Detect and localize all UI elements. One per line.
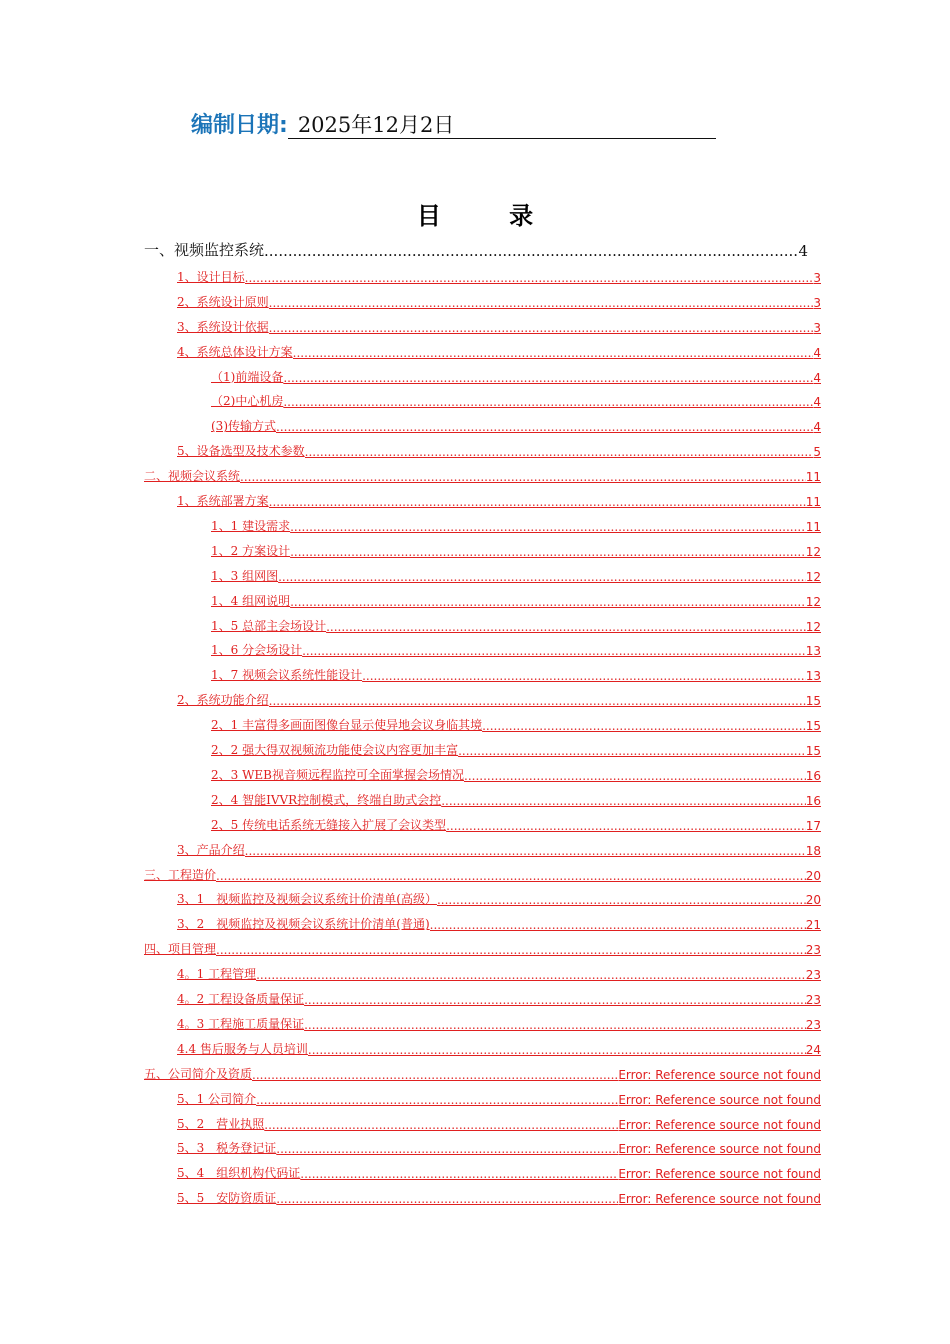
toc-entry-page: 3: [813, 295, 821, 310]
toc-dot-leader: [302, 644, 806, 658]
toc-dot-leader: [305, 445, 814, 459]
toc-entry-title: 5、1 公司简介: [177, 1091, 257, 1106]
toc-dot-leader: [300, 1167, 618, 1181]
toc-entry-title: 2、系统功能介绍: [177, 693, 269, 708]
toc-entry-page: 3: [813, 320, 821, 335]
toc-entry-title: 5、3 税务登记证: [177, 1141, 277, 1156]
toc-entry-title: 1、6 分会场设计: [211, 643, 303, 658]
toc-entry[interactable]: [211, 614, 821, 634]
toc-title: 目 录: [416, 202, 564, 230]
toc-entry[interactable]: [211, 414, 821, 434]
toc-entry-page: 13: [805, 669, 821, 684]
toc-entry-page: 15: [805, 744, 821, 758]
toc-entry-page: 20: [805, 893, 821, 908]
toc-entry[interactable]: [177, 1136, 821, 1156]
toc-entry-page: 4: [813, 420, 821, 435]
toc-entry-page: 12: [805, 594, 821, 609]
toc-dot-leader: [269, 694, 806, 708]
toc-entry-title: （1)前端设备: [211, 369, 284, 384]
toc-entry-page: 13: [805, 644, 821, 659]
toc-entry-page: 4: [813, 370, 821, 385]
toc-entry-page: 24: [805, 1042, 821, 1057]
toc-entry-page: 4: [813, 345, 821, 360]
toc-entry[interactable]: [211, 589, 821, 609]
toc-entry-page: 21: [805, 918, 821, 933]
toc-dot-leader: [283, 371, 813, 385]
toc-dot-leader: [269, 296, 814, 310]
toc-entry-page: Error: Reference source not found: [618, 1092, 821, 1107]
toc-dot-leader: [290, 595, 806, 609]
toc-entry[interactable]: [177, 887, 821, 907]
toc-entry[interactable]: [177, 1087, 821, 1107]
toc-entry[interactable]: [177, 1186, 821, 1206]
toc-entry-title: 3、1 视频监控及视频会议系统计价清单(高级）: [177, 892, 437, 907]
toc-dot-leader: [264, 1118, 618, 1132]
toc-entry-page: 16: [805, 793, 821, 808]
toc-entry[interactable]: [211, 539, 821, 559]
toc-dot-leader: [283, 395, 813, 409]
toc-entry-page: 18: [805, 843, 821, 858]
toc-dot-leader: [278, 570, 806, 584]
toc-entry-title: 2、5 传统电话系统无缝接入扩展了会议类型: [211, 817, 447, 832]
toc-entry-title: 1、7 视频会议系统性能设计: [211, 668, 363, 683]
toc-dot-leader: [304, 1018, 806, 1032]
compile-date-label: 编制日期:: [191, 113, 288, 138]
toc-entry-page: Error: Reference source not found: [618, 1067, 821, 1082]
toc-dot-leader: [304, 993, 806, 1007]
toc-entry-page: 15: [805, 719, 821, 734]
toc-dot-leader: [240, 470, 806, 484]
toc-entry-page: 11: [805, 470, 821, 485]
toc-entry-title: 1、4 组网说明: [211, 593, 291, 608]
toc-entry[interactable]: [144, 464, 821, 484]
toc-entry-title: 2、4 智能IVVR控制模式，终端自助式会控: [211, 792, 442, 807]
toc-entry-page: 4: [813, 395, 821, 410]
toc-entry-title: 3、系统设计依据: [177, 319, 269, 334]
toc-dot-leader: [362, 669, 806, 683]
toc-entry-title: 二、视频会议系统: [144, 469, 241, 484]
toc-entry[interactable]: [211, 638, 821, 658]
toc-entry[interactable]: [211, 564, 821, 584]
compile-date-value: 2025年12月2日: [288, 112, 716, 139]
toc-entry-title: 3、产品介绍: [177, 842, 245, 857]
toc-entry-title: 一、视频监控系统: [144, 241, 265, 259]
toc-dot-leader: [293, 346, 814, 360]
toc-entry[interactable]: [211, 365, 821, 385]
toc-entry-page: 4: [798, 242, 808, 260]
toc-entry-title: 3、2 视频监控及视频会议系统计价清单(普通): [177, 917, 430, 932]
toc-entry[interactable]: [144, 937, 821, 957]
toc-entry-title: 四、项目管理: [144, 942, 217, 957]
toc-entry-title: 五、公司简介及资质: [144, 1066, 253, 1081]
toc-entry-title: 5、4 组织机构代码证: [177, 1166, 301, 1181]
toc-dot-leader: [441, 794, 806, 808]
toc-entry-page: Error: Reference source not found: [618, 1117, 821, 1132]
toc-entry-page: 12: [805, 544, 821, 559]
toc-entry-title: 4、系统总体设计方案: [177, 344, 293, 359]
toc-entry-title: （2)中心机房: [211, 394, 284, 409]
toc-entry-title: 4。1 工程管理: [177, 967, 257, 982]
toc-entry[interactable]: [211, 514, 821, 534]
toc-entry-title: 4。2 工程设备质量保证: [177, 992, 305, 1006]
toc-entry-title: 1、2 方案设计: [211, 543, 291, 558]
toc-entry-page: 11: [805, 519, 821, 534]
toc-dot-leader: [276, 1192, 618, 1206]
toc-dot-leader: [252, 1068, 618, 1082]
toc-entry[interactable]: [177, 987, 821, 1007]
toc-dot-leader: [308, 1043, 806, 1057]
toc-entry-title: 三、工程造价: [144, 867, 217, 882]
toc-dot-leader: [216, 943, 806, 957]
toc-entry-page: 23: [805, 968, 821, 983]
toc-entry-title: 1、3 组网图: [211, 568, 279, 583]
toc-entry[interactable]: [177, 838, 821, 858]
toc-dot-leader: [290, 520, 806, 534]
toc-entry[interactable]: [177, 688, 821, 708]
toc-dot-leader: [276, 420, 813, 434]
toc-dot-leader: [430, 918, 806, 932]
toc-entry[interactable]: [177, 265, 821, 285]
toc-dot-leader: [245, 271, 814, 285]
toc-entry[interactable]: [144, 1062, 821, 1082]
toc-entry-title: 1、5 总部主会场设计: [211, 618, 327, 633]
toc-entry[interactable]: [177, 315, 821, 335]
toc-entry-page: 15: [805, 694, 821, 709]
toc-entry[interactable]: [177, 290, 821, 310]
toc-entry-page: 17: [805, 818, 821, 833]
toc-entry[interactable]: [177, 1012, 821, 1032]
toc-entry-page: 12: [805, 619, 821, 634]
toc-dot-leader: [256, 968, 806, 982]
toc-entry[interactable]: [211, 813, 821, 833]
compile-date-line: [191, 108, 717, 138]
toc-entry-title: (3)传输方式: [211, 419, 276, 434]
toc-entry-page: 5: [813, 445, 821, 460]
toc-entry-page: 23: [805, 1017, 821, 1032]
toc-entry[interactable]: [211, 788, 821, 808]
toc-entry-page: Error: Reference source not found: [618, 1142, 821, 1157]
toc-entry[interactable]: [177, 489, 821, 509]
toc-entry-title: 1、设计目标: [177, 269, 245, 284]
toc-dot-leader: [276, 1142, 618, 1156]
toc-entry[interactable]: [211, 389, 821, 409]
toc-dot-leader: [216, 869, 806, 883]
toc-entry-title: 5、5 安防资质证: [177, 1191, 277, 1206]
toc-entry-title: 4。3 工程施工质量保证: [177, 1016, 305, 1031]
toc-dot-leader: [245, 844, 806, 858]
toc-dot-leader: [458, 744, 806, 758]
toc-dot-leader: [326, 620, 806, 634]
toc-entry-page: 20: [805, 868, 821, 883]
toc-entry[interactable]: [211, 738, 821, 758]
toc-dot-leader: [446, 819, 806, 833]
toc-entry-title: 2、系统设计原则: [177, 294, 269, 309]
toc-entry-title: 2、2 强大得双视频流功能使会议内容更加丰富: [211, 743, 459, 757]
toc-entry-page: Error: Reference source not found: [618, 1192, 821, 1207]
toc-dot-leader: [482, 719, 806, 733]
toc-entry[interactable]: [211, 663, 821, 683]
toc-entry-page: 11: [805, 495, 821, 509]
toc-entry[interactable]: [177, 340, 821, 360]
toc-dot-leader: [269, 321, 814, 335]
toc-entry-page: 23: [805, 993, 821, 1007]
toc-entry-title: 1、1 建设需求: [211, 518, 291, 533]
toc-dot-leader: [464, 769, 806, 783]
toc-entry[interactable]: [177, 1112, 821, 1132]
toc-entry[interactable]: [211, 713, 821, 733]
toc-entry-page: 12: [805, 569, 821, 584]
toc-entry-page: 3: [813, 270, 821, 285]
toc-entry-title: 5、2 营业执照: [177, 1116, 265, 1131]
toc-entry[interactable]: [177, 912, 821, 932]
toc-entry[interactable]: [177, 1037, 821, 1057]
toc-entry-page: 23: [805, 943, 821, 958]
toc-entry-page: Error: Reference source not found: [618, 1167, 821, 1182]
toc-entry[interactable]: [177, 1161, 821, 1181]
toc-entry[interactable]: [144, 863, 821, 883]
toc-dot-leader: [290, 545, 806, 559]
toc-entry-title: 2、1 丰富得多画面图像台显示使异地会议身临其境: [211, 718, 483, 733]
toc-entry-title: 2、3 WEB视音频远程监控可全面掌握会场情况: [211, 767, 464, 782]
toc-dot-leader: [437, 893, 806, 907]
toc-entry[interactable]: [177, 439, 821, 459]
toc-entry-title: 4.4 售后服务与人员培训: [177, 1041, 308, 1056]
toc-entry-title: 5、设备选型及技术参数: [177, 444, 305, 459]
toc-entry[interactable]: [211, 763, 821, 783]
toc-dot-leader: [264, 242, 798, 260]
toc-entry-title: 1、系统部署方案: [177, 494, 269, 508]
toc-dot-leader: [256, 1093, 618, 1107]
toc-entry-page: 16: [805, 768, 821, 783]
toc-entry[interactable]: [177, 962, 821, 982]
toc-entry[interactable]: [144, 236, 808, 260]
toc-dot-leader: [269, 495, 806, 509]
